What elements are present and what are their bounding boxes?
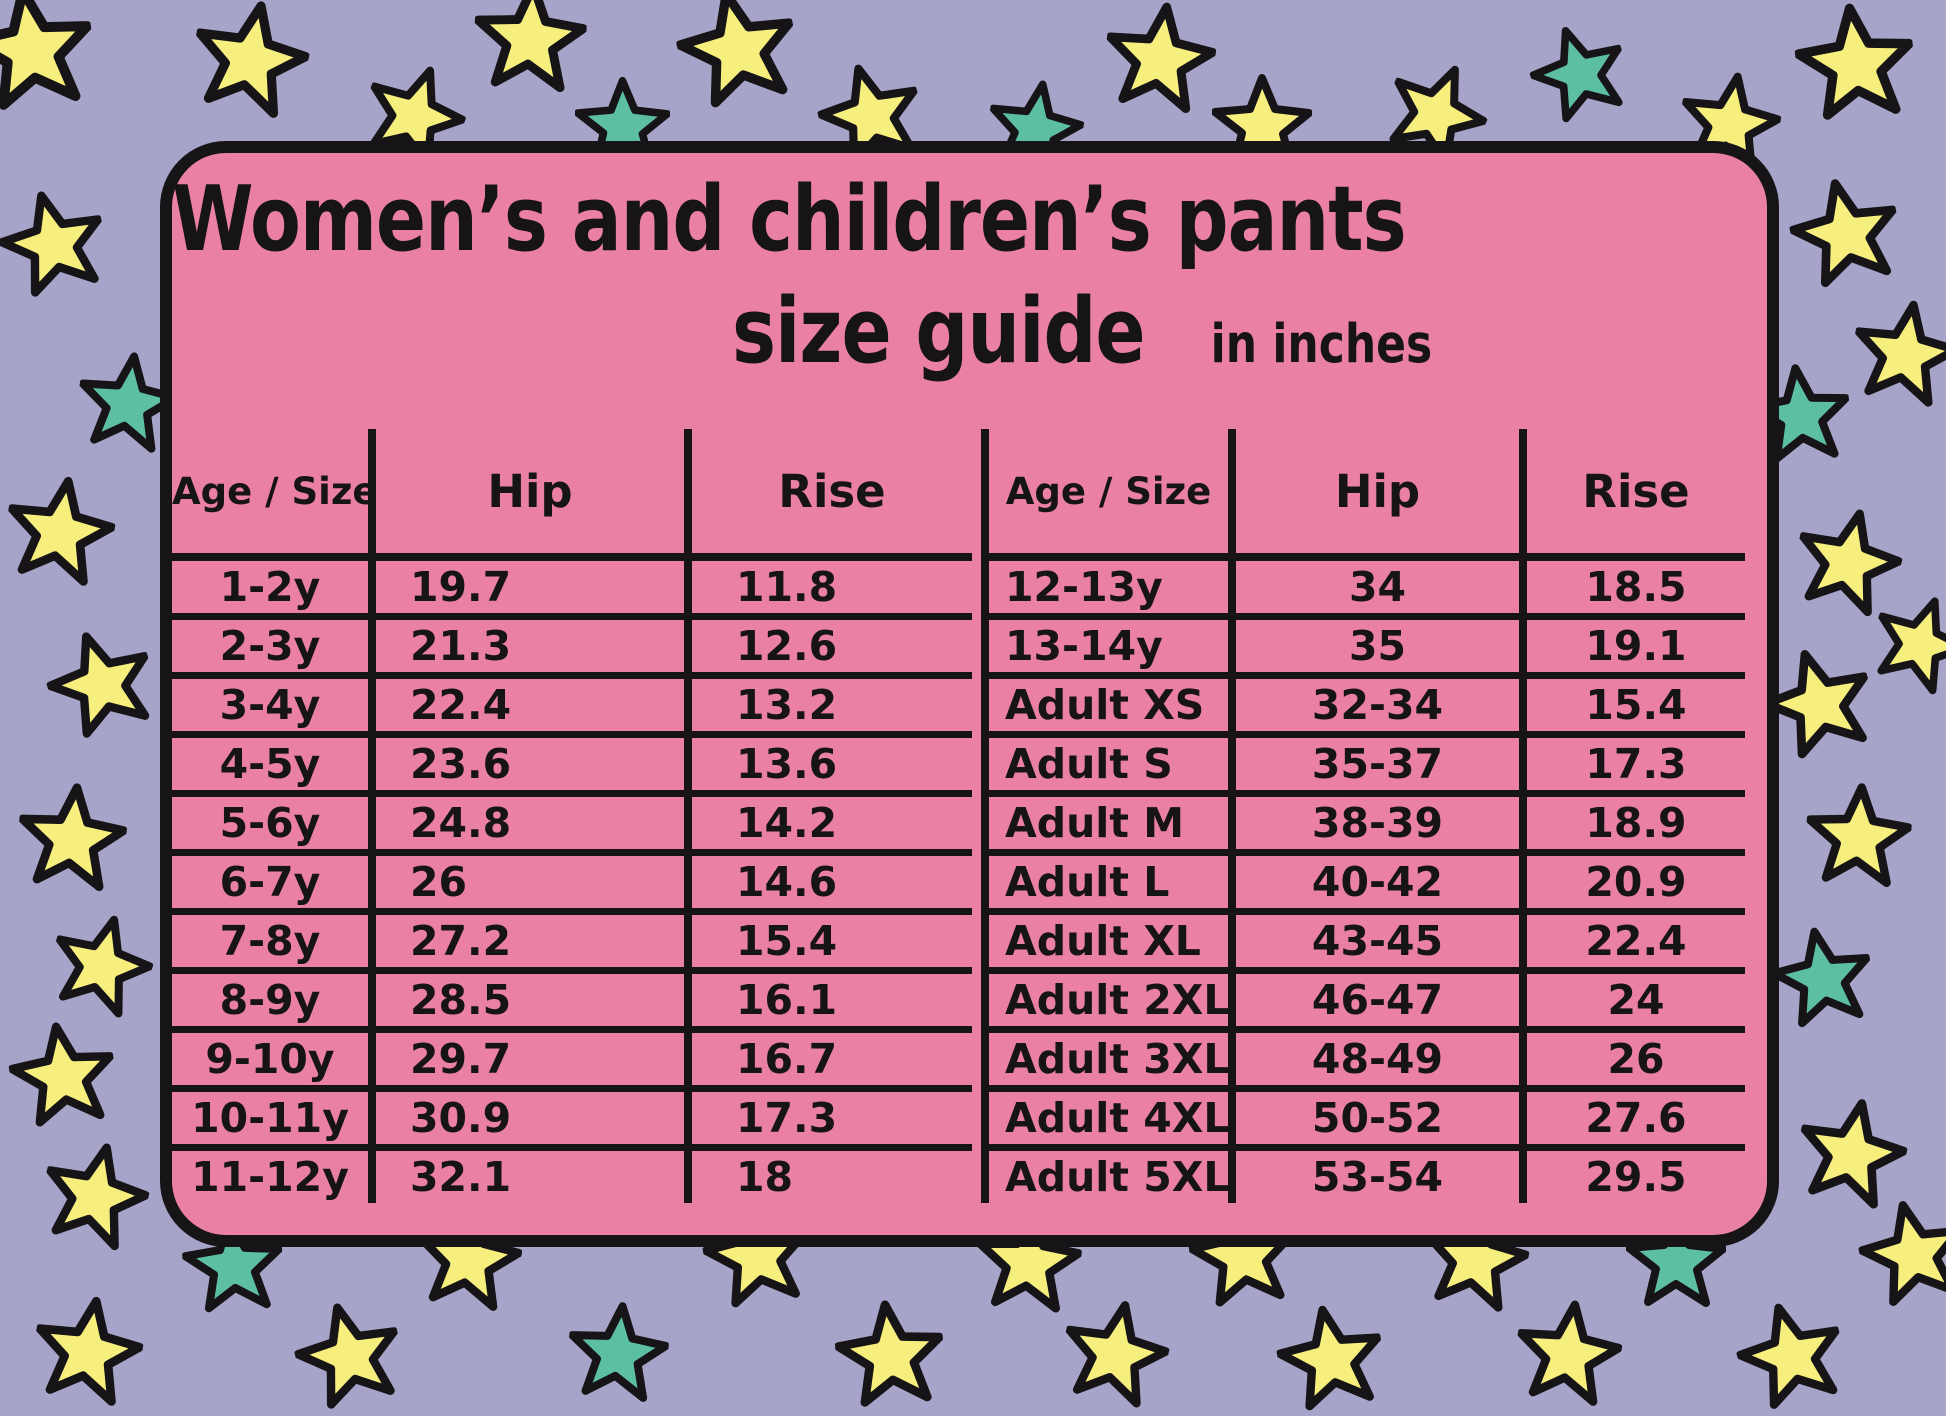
- yellow-star-icon: [1844, 289, 1946, 411]
- table-row: [985, 557, 1745, 617]
- yellow-star-icon: [470, 0, 590, 95]
- poster-subtitle: size guide: [732, 279, 1145, 384]
- table-cell: 13-14y: [985, 617, 1232, 676]
- table-cell: 18.5: [1523, 557, 1745, 617]
- table-cell: 17.3: [688, 1089, 972, 1148]
- table-row: [985, 1030, 1745, 1089]
- table-row: [985, 912, 1745, 971]
- yellow-star-icon: [1509, 1291, 1628, 1410]
- yellow-star-icon: [1802, 777, 1914, 889]
- unit-note: in inches: [1210, 313, 1433, 376]
- yellow-star-icon: [667, 0, 807, 115]
- teal-star-icon: [1518, 10, 1638, 130]
- table-cell: 3-4y: [172, 676, 372, 735]
- table-cell: Adult 4XL: [985, 1089, 1232, 1148]
- column-header-age-size: Age / Size: [985, 429, 1232, 557]
- table-cell: 20.9: [1523, 853, 1745, 912]
- table-cell: 10-11y: [172, 1089, 372, 1148]
- table-row: [172, 853, 972, 912]
- table-cell: Adult 5XL: [985, 1148, 1232, 1204]
- table-cell: 40-42: [1232, 853, 1523, 912]
- yellow-star-icon: [1269, 1294, 1391, 1416]
- table-cell: 28.5: [372, 971, 688, 1030]
- table-cell: 19.7: [372, 557, 688, 617]
- yellow-star-icon: [1781, 166, 1909, 294]
- table-cell: 14.6: [688, 853, 972, 912]
- table-cell: 2-3y: [172, 617, 372, 676]
- table-cell: 53-54: [1232, 1148, 1523, 1204]
- table-cell: 27.2: [372, 912, 688, 971]
- table-row: [985, 971, 1745, 1030]
- table-row: [172, 735, 972, 794]
- table-cell: 16.7: [688, 1030, 972, 1089]
- table-cell: 21.3: [372, 617, 688, 676]
- table-cell: 12.6: [688, 617, 972, 676]
- table-cell: 32.1: [372, 1148, 688, 1204]
- table-cell: 13.6: [688, 735, 972, 794]
- table-cell: 34: [1232, 557, 1523, 617]
- table-cell: 15.4: [688, 912, 972, 971]
- table-cell: 22.4: [1523, 912, 1745, 971]
- table-row: [985, 676, 1745, 735]
- table-cell: Adult 3XL: [985, 1030, 1232, 1089]
- yellow-star-icon: [31, 1128, 158, 1255]
- table-cell: 8-9y: [172, 971, 372, 1030]
- table-cell: 35: [1232, 617, 1523, 676]
- table-cell: 7-8y: [172, 912, 372, 971]
- table-cell: Adult L: [985, 853, 1232, 912]
- table-cell: 32-34: [1232, 676, 1523, 735]
- yellow-star-icon: [0, 465, 123, 590]
- table-row: [985, 1089, 1745, 1148]
- table-row: [985, 1148, 1745, 1204]
- header-row: [985, 429, 1745, 557]
- table-cell: 12-13y: [985, 557, 1232, 617]
- table-row: [985, 853, 1745, 912]
- table-cell: 26: [1523, 1030, 1745, 1089]
- yellow-star-icon: [34, 614, 166, 746]
- table-cell: 26: [372, 853, 688, 912]
- table-cell: 1-2y: [172, 557, 372, 617]
- yellow-star-icon: [0, 176, 116, 303]
- table-cell: 19.1: [1523, 617, 1745, 676]
- table-cell: 46-47: [1232, 971, 1523, 1030]
- table-cell: 18: [688, 1148, 972, 1204]
- table-cell: Adult 2XL: [985, 971, 1232, 1030]
- table-row: [172, 557, 972, 617]
- table-cell: 29.5: [1523, 1148, 1745, 1204]
- table-cell: 11.8: [688, 557, 972, 617]
- table-cell: 9-10y: [172, 1030, 372, 1089]
- table-cell: 43-45: [1232, 912, 1523, 971]
- table-cell: 16.1: [688, 971, 972, 1030]
- yellow-star-icon: [182, 0, 318, 123]
- poster-title: Women’s and children’s pants: [172, 167, 1406, 272]
- table-cell: 35-37: [1232, 735, 1523, 794]
- table-row: [172, 912, 972, 971]
- size-guide-card: [160, 141, 1779, 1247]
- table-cell: Adult XL: [985, 912, 1232, 971]
- table-cell: 24: [1523, 971, 1745, 1030]
- table-cell: 23.6: [372, 735, 688, 794]
- yellow-star-icon: [831, 1293, 950, 1412]
- table-cell: 14.2: [688, 794, 972, 853]
- table-cell: 38-39: [1232, 794, 1523, 853]
- header-row: [172, 429, 972, 557]
- table-cell: 29.7: [372, 1030, 688, 1089]
- teal-star-icon: [563, 1295, 673, 1405]
- table-cell: 15.4: [1523, 676, 1745, 735]
- table-row: [172, 1148, 972, 1204]
- column-header-rise: Rise: [1523, 429, 1745, 557]
- yellow-star-icon: [1098, 0, 1222, 117]
- table-cell: 24.8: [372, 794, 688, 853]
- table-cell: 22.4: [372, 676, 688, 735]
- table-row: [172, 1030, 972, 1089]
- table-row: [172, 794, 972, 853]
- table-cell: 30.9: [372, 1089, 688, 1148]
- column-header-hip: Hip: [372, 429, 688, 557]
- yellow-star-icon: [1726, 1288, 1855, 1416]
- column-header-rise: Rise: [688, 429, 972, 557]
- column-header-age-size: Age / Size: [172, 429, 372, 557]
- table-cell: 17.3: [1523, 735, 1745, 794]
- children-size-table: [172, 429, 972, 1203]
- yellow-star-icon: [0, 0, 101, 116]
- table-cell: 18.9: [1523, 794, 1745, 853]
- table-row: [985, 617, 1745, 676]
- table-cell: 11-12y: [191, 1153, 349, 1201]
- yellow-star-icon: [284, 1288, 411, 1415]
- teal-star-icon: [1764, 917, 1880, 1033]
- table-cell: Adult XS: [985, 676, 1232, 735]
- table-cell: 50-52: [1232, 1089, 1523, 1148]
- table-row: [985, 794, 1745, 853]
- table-row: [172, 1089, 972, 1148]
- table-cell: 4-5y: [172, 735, 372, 794]
- table-cell: Adult M: [985, 794, 1232, 853]
- table-cell: 27.6: [1523, 1089, 1745, 1148]
- table-cell: 6-7y: [172, 853, 372, 912]
- poster-subtitle-row: [732, 279, 1432, 384]
- table-cell: 48-49: [1232, 1030, 1523, 1089]
- adult-size-table: [981, 429, 1745, 1203]
- table-cell: 13.2: [688, 676, 972, 735]
- table-row: [172, 676, 972, 735]
- table-cell: Adult S: [985, 735, 1232, 794]
- table-cell: 5-6y: [172, 794, 372, 853]
- yellow-star-icon: [1788, 1086, 1916, 1214]
- yellow-star-icon: [25, 1285, 150, 1410]
- yellow-star-icon: [1850, 1188, 1946, 1313]
- table-row: [985, 735, 1745, 794]
- column-header-hip: Hip: [1232, 429, 1523, 557]
- table-row: [172, 971, 972, 1030]
- yellow-star-icon: [1790, 0, 1920, 125]
- yellow-star-icon: [40, 900, 164, 1024]
- yellow-star-icon: [3, 1013, 122, 1132]
- table-row: [172, 617, 972, 676]
- yellow-star-icon: [13, 776, 132, 895]
- yellow-star-icon: [1053, 1288, 1178, 1413]
